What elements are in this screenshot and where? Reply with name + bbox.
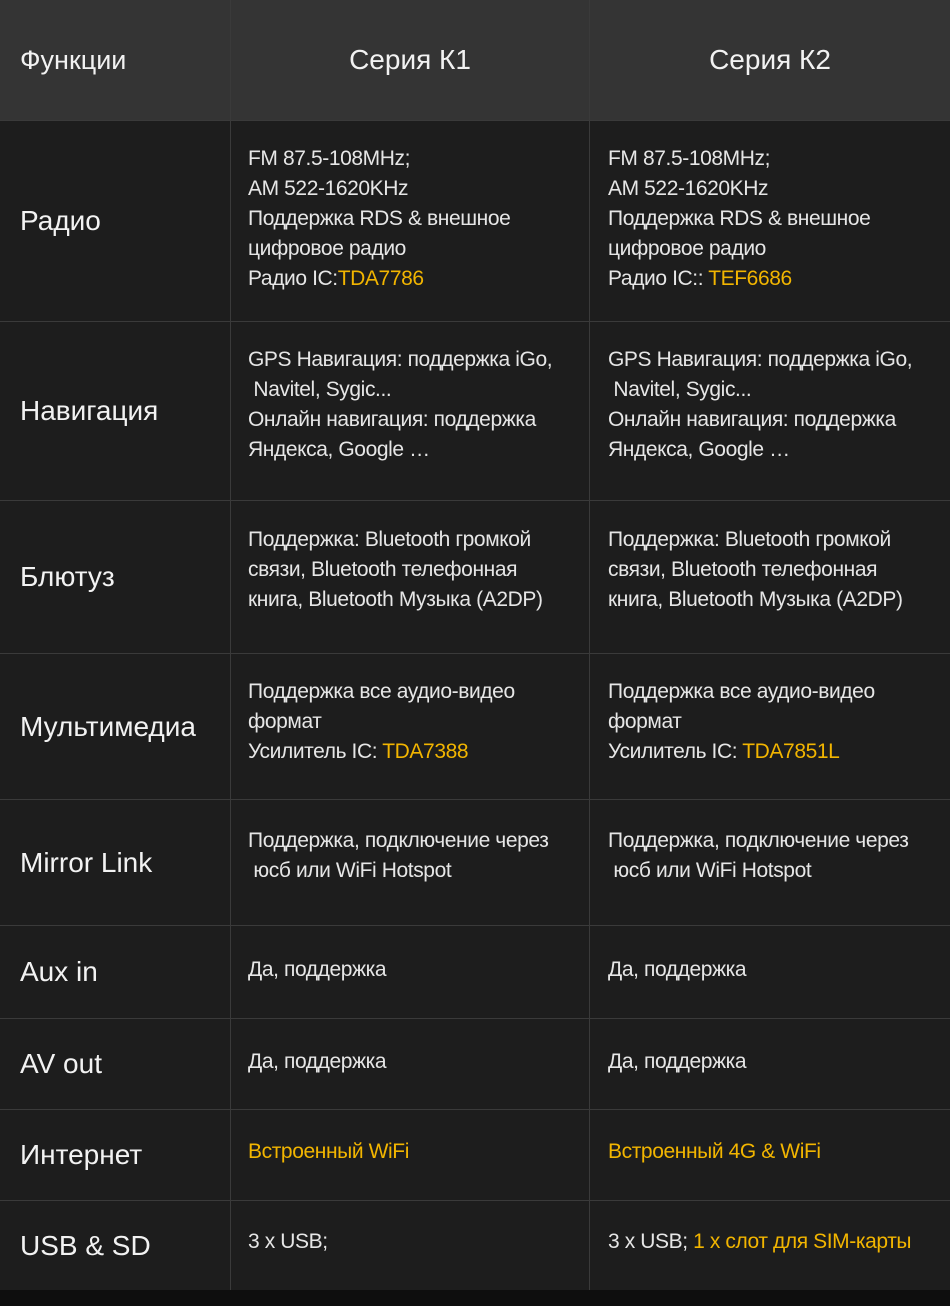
header-feature: Функции: [0, 0, 231, 120]
k1-amp-ic-label: Усилитель IC:: [248, 739, 383, 763]
k2-av-value: Да, поддержка: [608, 1050, 747, 1073]
k1-navigation-line: Онлайн навигация: поддержка: [248, 408, 536, 431]
row-usb-sd: [0, 1201, 950, 1290]
header-k2: Серия К2: [709, 44, 831, 75]
k2-amp-ic-value: TDA7851L: [742, 739, 840, 763]
row-navigation: [0, 322, 950, 501]
k2-radio-ic-value: TEF6686: [708, 267, 792, 290]
k2-sim-slot-value: 1 x слот для SIM-карты: [693, 1229, 912, 1253]
k1-bluetooth: [231, 501, 590, 653]
k1-mirror-link: [231, 800, 590, 925]
k1-radio-ic-value: TDA7786: [337, 267, 424, 290]
k1-usb-value: 3 x USB;: [248, 1229, 328, 1253]
k1-multimedia-line: Поддержка все аудио-видео: [248, 679, 515, 703]
k2-internet: [590, 1110, 950, 1200]
row-aux-in: [0, 926, 950, 1019]
k2-amp-ic-label: Усилитель IC:: [608, 739, 743, 763]
k1-usb-sd: [231, 1201, 590, 1290]
k1-av-out: [231, 1019, 590, 1109]
feature-mirror-link: Mirror Link: [0, 800, 231, 925]
k2-radio-ic-label: Радио IC::: [608, 267, 709, 290]
row-radio: [0, 121, 950, 322]
k2-bluetooth-line: книга, Bluetooth Музыка (A2DP): [608, 588, 903, 611]
k2-av-out: [590, 1019, 950, 1109]
k1-radio: [231, 121, 590, 321]
k2-mirror-link: [590, 800, 950, 925]
k2-aux-in: [590, 926, 950, 1018]
k1-bluetooth-line: связи, Bluetooth телефонная: [248, 558, 518, 581]
k2-usb-sd: [590, 1201, 950, 1290]
k1-amp-ic-value: TDA7388: [382, 739, 469, 763]
k2-bluetooth-line: Поддержка: Bluetooth громкой: [608, 528, 891, 551]
k2-amp-ic-line: [608, 737, 875, 767]
k1-radio-ic-label: Радио IC:: [248, 267, 338, 290]
row-mirror-link: [0, 800, 950, 926]
k2-navigation: [590, 322, 950, 500]
k1-bluetooth-line: книга, Bluetooth Музыка (A2DP): [248, 588, 543, 611]
k1-navigation: [231, 322, 590, 500]
k2-navigation-line: Яндекса, Google …: [608, 438, 790, 461]
k1-navigation-line: Navitel, Sygic...: [248, 378, 392, 401]
k1-amp-ic-line: [248, 737, 515, 767]
k2-radio-line: цифровое радио: [608, 237, 766, 260]
k1-mirror-line: Поддержка, подключение через: [248, 828, 549, 852]
row-bluetooth: [0, 501, 950, 654]
k2-navigation-line: GPS Навигация: поддержка iGo,: [608, 348, 913, 371]
k1-navigation-line: GPS Навигация: поддержка iGo,: [248, 348, 553, 371]
header-row: [0, 0, 950, 121]
k2-multimedia-line: Поддержка все аудио-видео: [608, 679, 875, 703]
feature-radio: Радио: [0, 121, 231, 321]
k1-internet: [231, 1110, 590, 1200]
k1-radio-line: Поддержка RDS & внешное: [248, 207, 511, 230]
k2-mirror-line: юсб или WiFi Hotspot: [608, 858, 812, 882]
k2-radio-line: FM 87.5-108MHz;: [608, 147, 771, 170]
k2-usb-value: 3 x USB;: [608, 1229, 694, 1253]
k2-radio: [590, 121, 950, 321]
k2-bluetooth: [590, 501, 950, 653]
k2-multimedia-line: формат: [608, 709, 682, 733]
header-k1: Серия К1: [231, 0, 590, 120]
k2-multimedia: [590, 654, 950, 799]
k1-av-value: Да, поддержка: [248, 1050, 387, 1073]
k1-radio-ic-line: [248, 264, 510, 294]
k1-navigation-line: Яндекса, Google …: [248, 438, 430, 461]
k2-usb-line: [608, 1227, 911, 1257]
k1-mirror-line: юсб или WiFi Hotspot: [248, 858, 452, 882]
k1-aux-value: Да, поддержка: [248, 958, 387, 981]
feature-bluetooth: Блютуз: [0, 501, 231, 653]
feature-navigation: Навигация: [0, 322, 231, 500]
k1-bluetooth-line: Поддержка: Bluetooth громкой: [248, 528, 531, 551]
feature-usb-sd: USB & SD: [0, 1201, 231, 1290]
feature-av-out: AV out: [0, 1019, 231, 1109]
k2-bluetooth-line: связи, Bluetooth телефонная: [608, 558, 878, 581]
row-av-out: [0, 1019, 950, 1110]
k1-radio-line: цифровое радио: [248, 237, 406, 260]
row-multimedia: [0, 654, 950, 800]
k1-radio-line: FM 87.5-108MHz;: [248, 147, 411, 170]
k1-aux-in: [231, 926, 590, 1018]
k2-radio-ic-line: [608, 264, 870, 294]
k2-radio-line: Поддержка RDS & внешное: [608, 207, 871, 230]
row-internet: [0, 1110, 950, 1201]
k2-internet-value: Встроенный 4G & WiFi: [608, 1140, 821, 1163]
k1-multimedia-line: формат: [248, 709, 322, 733]
k2-mirror-line: Поддержка, подключение через: [608, 828, 909, 852]
k1-radio-line: AM 522-1620KHz: [248, 177, 409, 200]
bottom-strip: [0, 1290, 950, 1306]
feature-multimedia: Мультимедиа: [0, 654, 231, 799]
k2-radio-line: AM 522-1620KHz: [608, 177, 769, 200]
feature-aux-in: Aux in: [0, 926, 231, 1018]
k1-multimedia: [231, 654, 590, 799]
k2-navigation-line: Онлайн навигация: поддержка: [608, 408, 896, 431]
k2-navigation-line: Navitel, Sygic...: [608, 378, 752, 401]
feature-internet: Интернет: [0, 1110, 231, 1200]
k2-aux-value: Да, поддержка: [608, 958, 747, 981]
k1-internet-value: Встроенный WiFi: [248, 1140, 409, 1163]
